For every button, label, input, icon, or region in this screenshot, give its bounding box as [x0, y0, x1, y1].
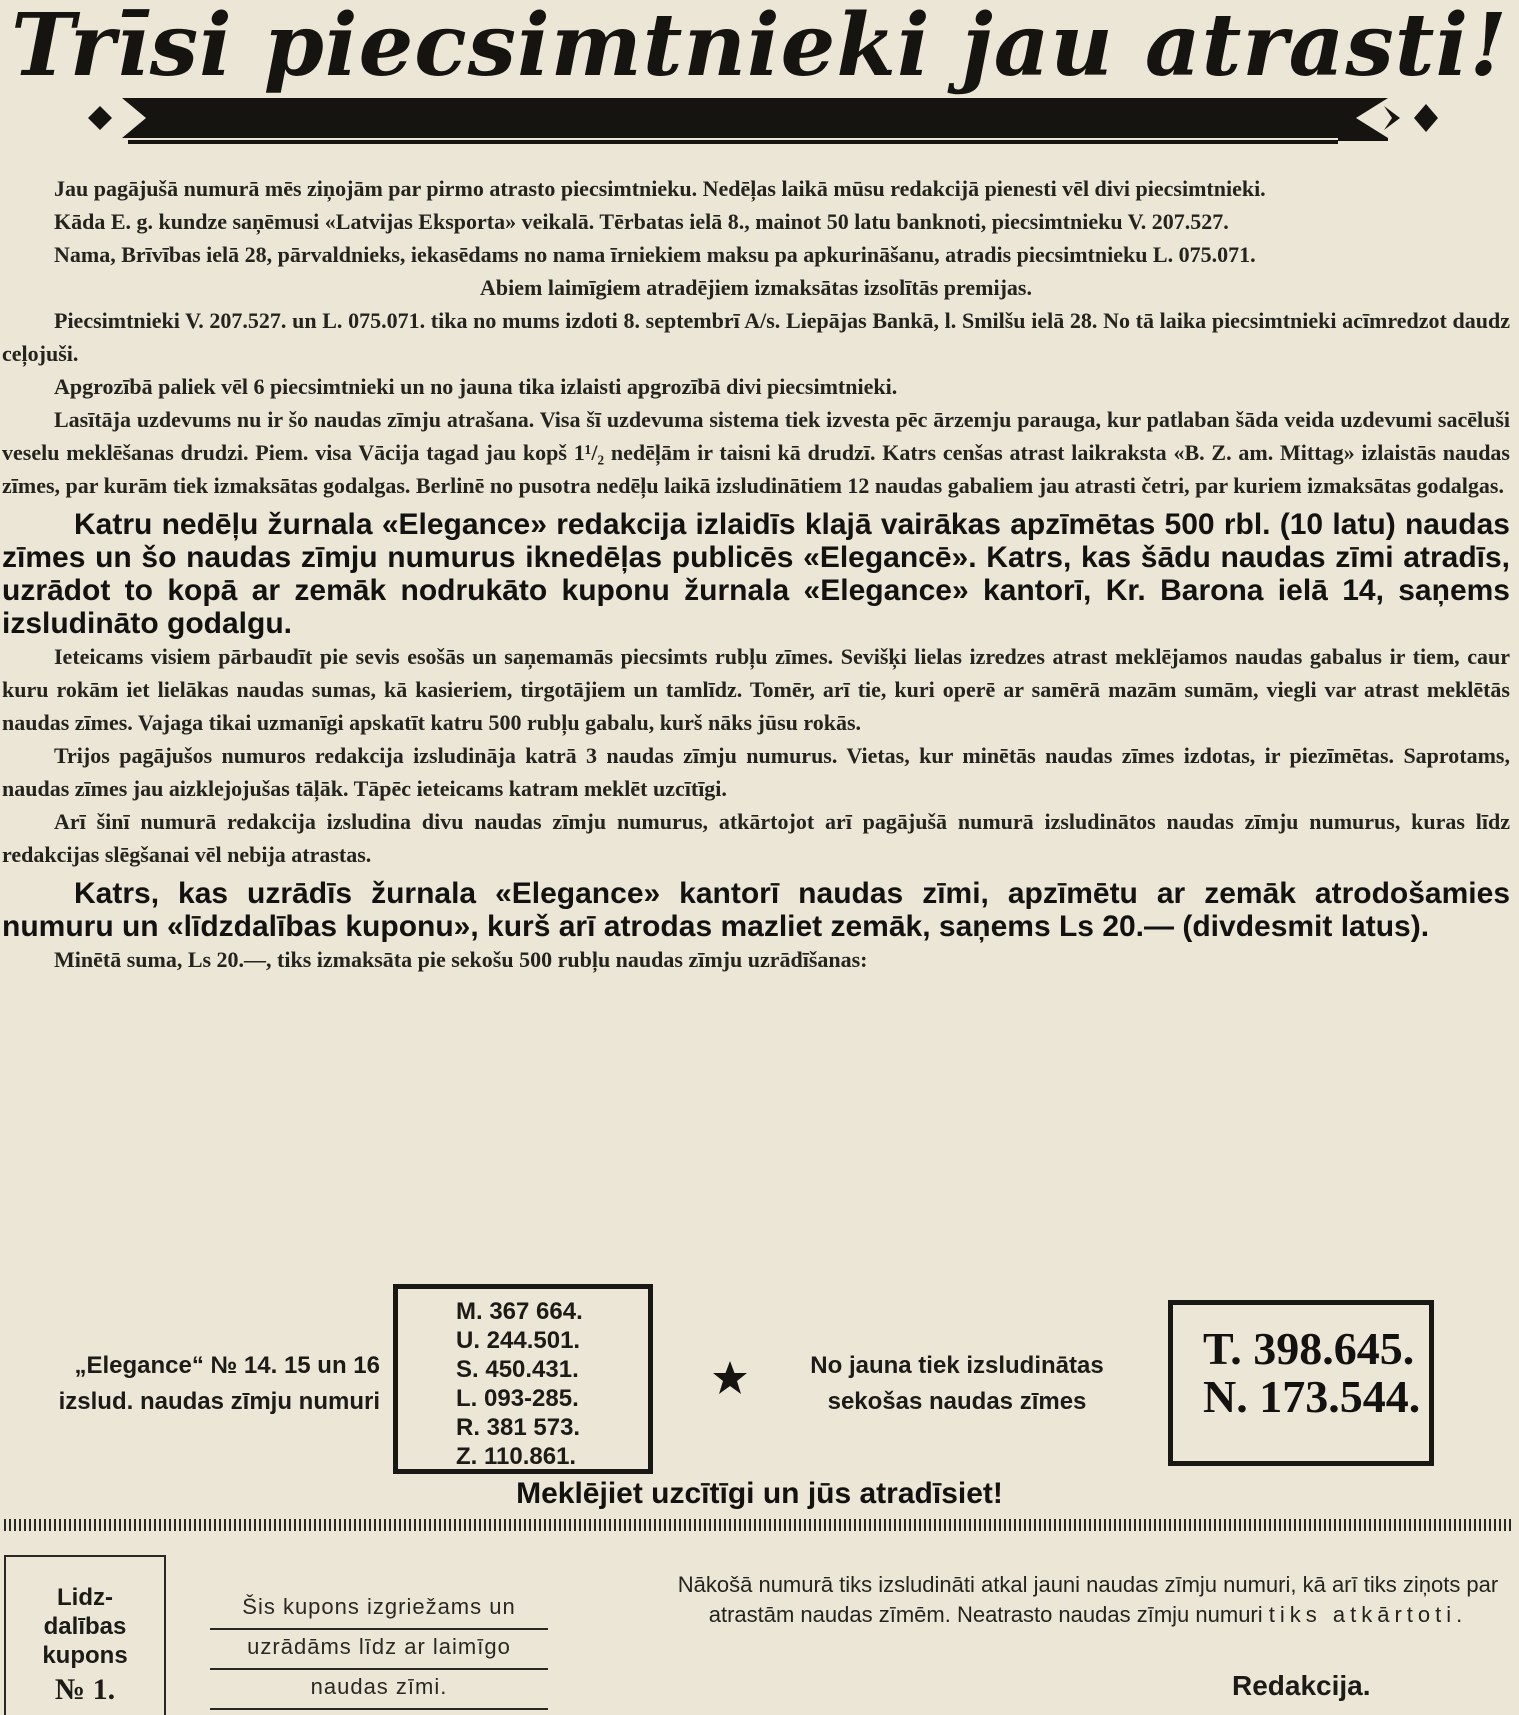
participation-coupon	[4, 1555, 166, 1715]
coupon-title: Lidz- dalības kupons	[42, 1584, 128, 1669]
paragraph-recommendation: Ieteicams visiem pārbaudīt pie sevis esošās un saņemamās piecsimts rubļu zīmes. Sevišķi lielas izredzes atrast meklējamos naudas gabalus ir tiem, caur kuru rokām iet lielākas naudas sumas, kā kasieriem, tirgotājiem un tamlīdz. Tomēr, arī tie, kuri operē ar samērā mazām sumām, viegli var atrast meklētās naudas zīmes. Vajaga tikai uzmanīgi apskatīt katru 500 rubļu gabalu, kurš nāks jūsu rokās.	[2, 644, 1510, 735]
paragraph-issued: Piecsimtnieki V. 207.527. un L. 075.071. tika no mums izdoti 8. septembrī A/s. Liepājas Bankā, l. Smilšu ielā 28. No tā laika piecsimtnieki acīmredzot daudz ceļojuši.	[2, 308, 1510, 366]
coupon-number: № 1.	[54, 1673, 116, 1706]
paragraph-intro: Jau pagājušā numurā mēs ziņojām par pirmo atrasto piecsimtnieku. Nedēļas laikā mūsu redakcijā pienesti vēl divi piecsimtnieki.	[54, 176, 1266, 201]
coupon-instructions	[210, 1590, 548, 1710]
paragraph-task: Lasītāja uzdevums nu ir šo naudas zīmju atrašana. Visa šī uzdevuma sistema tiek izvesta pēc ārzemju parauga, kur patlaban šāda veida uzdevumi sacēluši veselu meklēšanas drudzi. Piem. visa Vācija tagad jau kopš 1¹/₂ nedēļām ir taisni kā drudzī. Katrs cenšas atrast laikraksta «B. Z. am. Mittag» izlaistās naudas zīmes, par kurām tiek izmaksātas godalgas. Berlinē no pusotra nedēļu laikā izsludinātiem 12 naudas gabaliem jau atrasti četri, par kuriem izmaksātas godalgas.	[2, 407, 1510, 498]
next-issue-notice	[662, 1570, 1514, 1630]
article-body	[2, 172, 1510, 976]
headline-rule	[88, 92, 1438, 147]
paragraph-reward: Katrs, kas uzrādīs žurnala «Elegance» kantorī naudas zīmi, apzīmētu ar zemāk atrodošamies numuru un «līdzdalības kuponu», kurš arī atrodas mazliet zemāk, saņems Ls 20.— (divdesmit latus).	[2, 877, 1510, 943]
editorial-signature: Redakcija.	[1232, 1670, 1371, 1701]
serial-number: R. 381 573.	[456, 1414, 581, 1441]
coupon-instruction-line: naudas zīmi.	[210, 1670, 548, 1710]
next-issue-text: Nākošā numurā tiks izsludināti atkal jauni naudas zīmju numuri, kā arī tiks ziņots par atrastām naudas zīmēm. Neatrasto naudas zīmju numuri	[677, 1572, 1499, 1627]
search-slogan: Meklējiet uzcītīgi un jūs atradīsiet!	[516, 1477, 1003, 1510]
paragraph-second-find: Nama, Brīvības ielā 28, pārvaldnieks, iekasēdams no nama īrniekiem maksu pa apkurināšanu, atradis piecsimtnieku L. 075.071.	[54, 242, 1256, 267]
serial-number: L. 093-285.	[456, 1385, 579, 1412]
paragraph-prizes-paid: Abiem laimīgiem atradējiem izmaksātas izsolītās premijas.	[480, 275, 1032, 300]
headline: Trīsi piecsimtnieki jau atrasti!	[11, 0, 1508, 96]
new-serials-label: No jauna tiek izsludinātas sekošas naudas zīmes	[810, 1352, 1104, 1415]
serial-numbers-row	[0, 1284, 1519, 1484]
paragraph-first-find: Kāda E. g. kundze saņēmusi «Latvijas Eksporta» veikalā. Tērbatas ielā 8., mainot 50 latu banknoti, piecsimtnieku V. 207.527.	[54, 209, 1229, 234]
coupon-instruction-line: Šis kupons izgriežams un	[210, 1590, 548, 1630]
paragraph-weekly-notes: Katru nedēļu žurnala «Elegance» redakcija izlaidīs klajā vairākas apzīmētas 500 rbl. (10 latu) naudas zīmes un šo naudas zīmju numurus iknedēļas publicēs «Elegancē». Katrs, kas šādu naudas zīmi atradīs, uzrādot to kopā ar zemāk nodrukāto kuponu žurnala «Elegance» kantorī, Kr. Barona ielā 14, saņems izsludināto godalgu.	[2, 508, 1510, 640]
previous-issues-label: „Elegance“ № 14. 15 un 16 izslud. naudas zīmju numuri	[58, 1352, 380, 1415]
paragraph-previous-issues: Trijos pagājušos numuros redakcija izsludināja katrā 3 naudas zīmju numurus. Vietas, kur minētās naudas zīmes izdotas, ir piezīmētas. Saprotams, naudas zīmes jau aizklejojušas tāļāk. Tāpēc ieteicams katram meklēt uzcītīgi.	[2, 743, 1510, 801]
serial-number: S. 450.431.	[456, 1356, 579, 1383]
ornament-rule-icon	[88, 92, 1438, 147]
paragraph-in-circulation: Apgrozībā paliek vēl 6 piecsimtnieki un no jauna tika izlaisti apgrozībā divi piecsimtnieki.	[54, 374, 898, 399]
previous-serials-box	[393, 1284, 653, 1474]
paragraph-sum: Minētā suma, Ls 20.—, tiks izmaksāta pie sekošu 500 rubļu naudas zīmju uzrādīšanas:	[54, 947, 868, 972]
coupon-instruction-line: uzrādāms līdz ar laimīgo	[210, 1630, 548, 1670]
new-serial-number: N. 173.544.	[1203, 1371, 1421, 1422]
dotted-divider	[4, 1519, 1512, 1531]
serial-number: Z. 110.861.	[456, 1443, 577, 1470]
serial-number: M. 367 664.	[456, 1298, 583, 1325]
serial-number: U. 244.501.	[456, 1327, 581, 1354]
new-serials-box	[1168, 1300, 1434, 1466]
new-serial-number: T. 398.645.	[1203, 1323, 1415, 1374]
star-icon	[712, 1360, 748, 1396]
paragraph-this-issue: Arī šinī numurā redakcija izsludina divu naudas zīmju numurus, atkārtojot arī pagājušā numurā izsludinātos naudas zīmju numurus, kuras līdz redakcijas slēgšanai vēl nebija atrastas.	[2, 809, 1510, 867]
next-issue-repeat: tiks atkārtoti.	[1268, 1602, 1468, 1627]
